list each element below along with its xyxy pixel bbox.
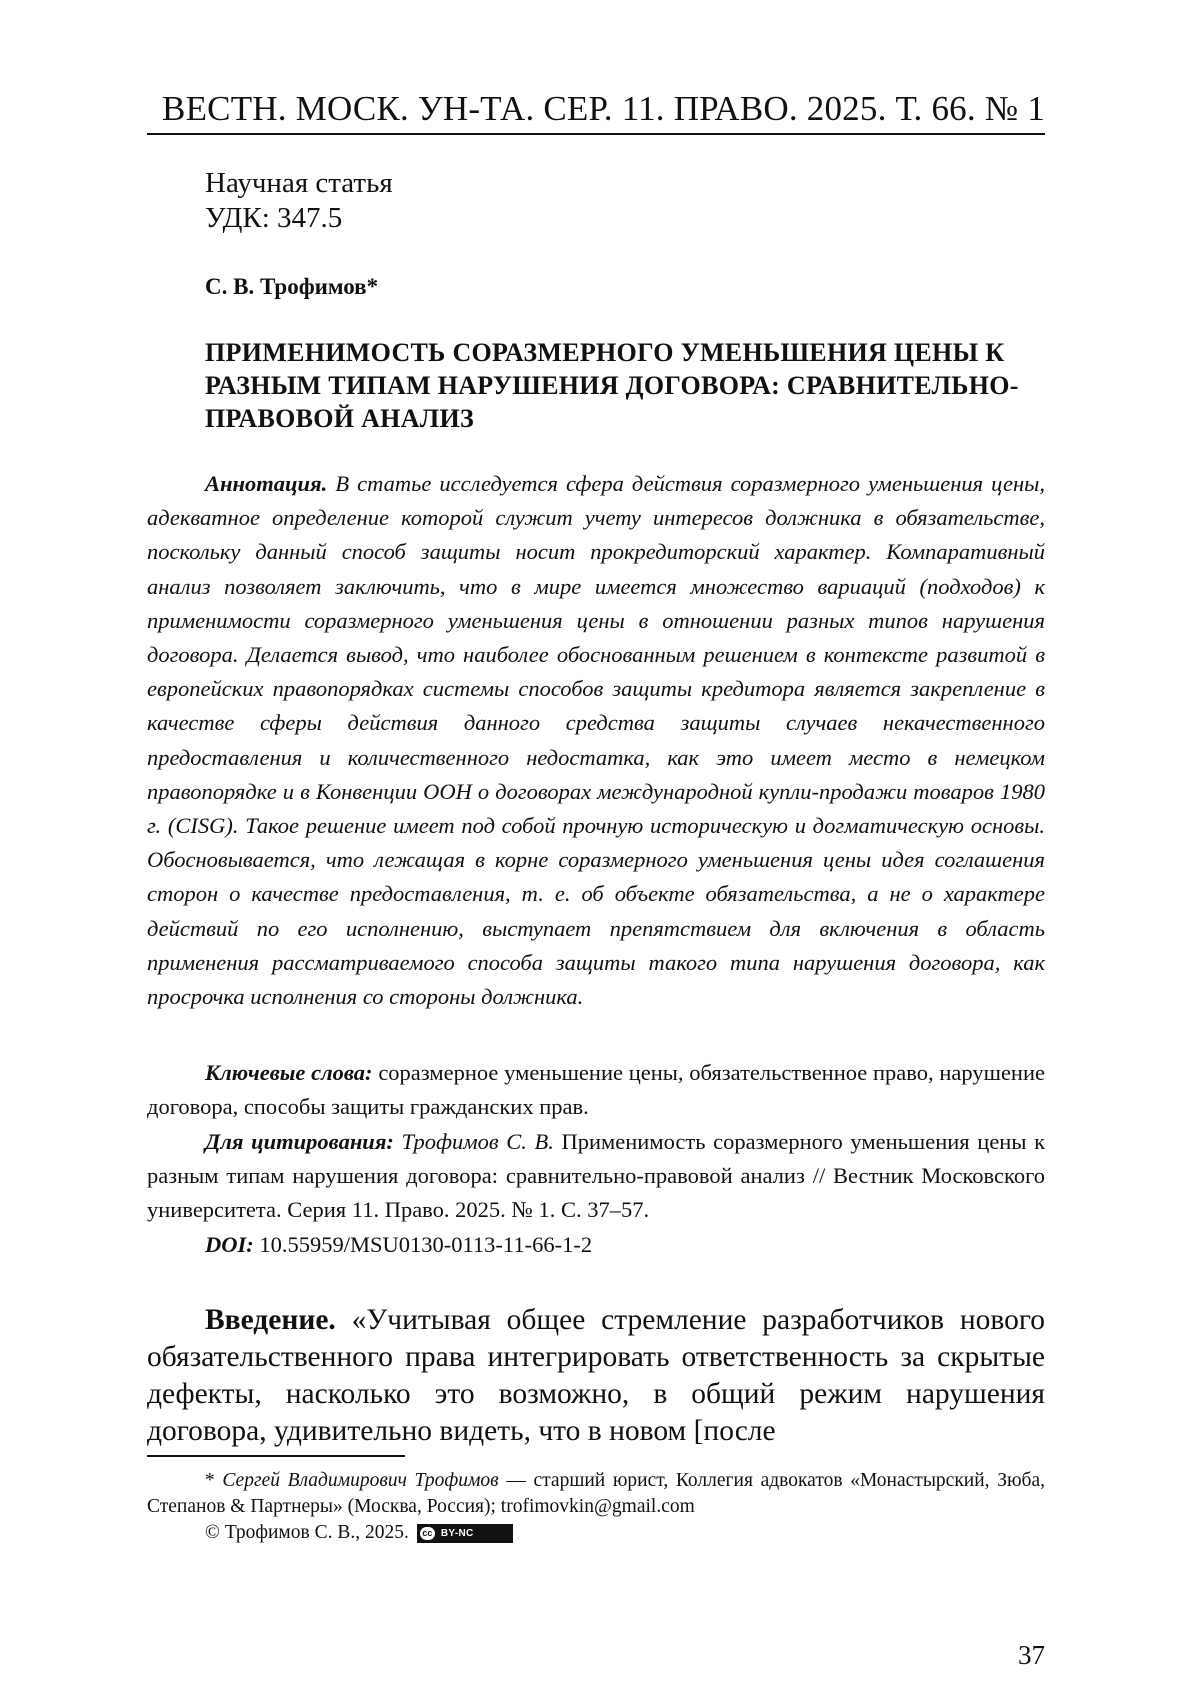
abstract-label: Аннотация. <box>205 471 327 496</box>
license-label: BY-NC <box>439 1521 512 1547</box>
introduction <box>147 1302 1045 1450</box>
article-meta <box>205 166 393 236</box>
cc-license-badge <box>417 1524 513 1543</box>
citation-text: Применимость соразмерного уменьшения цены к разным типам нарушения договора: сравнительно-правовой анализ // Вестник Московского университета. Серия 11. Право. 2025. № 1. С. 37–57. <box>147 1129 1045 1222</box>
journal-page <box>0 0 1200 1703</box>
article-type: Научная статья <box>205 166 393 201</box>
doi-label: DOI: <box>205 1232 254 1257</box>
keywords-text: соразмерное уменьшение цены, обязательственное право, нарушение договора, способы защиты гражданских прав. <box>147 1060 1045 1119</box>
intro-label: Введение. <box>205 1304 336 1336</box>
page-number: 37 <box>1018 1640 1045 1671</box>
keywords-label: Ключевые слова: <box>205 1060 373 1085</box>
running-header: ВЕСТН. МОСК. УН-ТА. СЕР. 11. ПРАВО. 2025. Т. 66. № 1 <box>147 88 1045 130</box>
header-rule <box>147 133 1045 135</box>
copyright <box>205 1520 513 1546</box>
author-footnote <box>147 1468 1045 1520</box>
footnote-marker: * <box>205 1470 215 1491</box>
udc-code: УДК: 347.5 <box>205 201 393 236</box>
doi-value: 10.55959/MSU0130-0113-11-66-1-2 <box>259 1232 592 1257</box>
citation <box>147 1125 1045 1228</box>
keywords <box>147 1056 1045 1124</box>
footnote-author-name: Сергей Владимирович Трофимов <box>222 1470 498 1491</box>
abstract <box>147 467 1045 1014</box>
citation-label: Для цитирования: <box>205 1129 394 1154</box>
article-title: ПРИМЕНИМОСТЬ СОРАЗМЕРНОГО УМЕНЬШЕНИЯ ЦЕНЫ К РАЗНЫМ ТИПАМ НАРУШЕНИЯ ДОГОВОРА: СРАВНИТЕЛЬНО-ПРАВОВОЙ АНАЛИЗ <box>205 336 1025 435</box>
copyright-text: © Трофимов С. В., 2025. <box>205 1522 409 1543</box>
doi <box>147 1228 1045 1262</box>
author-name: С. В. Трофимов* <box>205 274 378 300</box>
intro-text: «Учитывая общее стремление разработчиков нового обязательственного права интегрировать ответственность за скрытые дефекты, насколько это возможно, в общий режим нарушения договора, удивительно видеть, что в новом [после <box>147 1304 1045 1447</box>
footnote-rule <box>147 1455 405 1457</box>
footnote-text: — старший юрист, Коллегия адвокатов «Монастырский, Зюба, Степанов & Партнеры» (Москва, Россия); trofimovkin@gmail.com <box>147 1470 1045 1517</box>
cc-icon: cc <box>420 1527 435 1540</box>
citation-author: Трофимов С. В. <box>402 1129 554 1154</box>
abstract-text: В статье исследуется сфера действия соразмерного уменьшения цены, адекватное определение которой служит учету интересов должника в обязательстве, поскольку данный способ защиты носит прокредиторский характер. Компаративный анализ позволяет заключить, что в мире имеется множество вариаций (подходов) к применимости соразмерного уменьшения цены в отношении разных типов нарушения договора. Делается вывод, что наиболее обоснованным решением в контексте развитой в европейских правопорядках системы способов защиты кредитора является закрепление в качестве сферы действия данного средства защиты случаев некачественного предоставления и количественного недостатка, как это имеет место в немецком правопорядке и в Конвенции ООН о договорах международной купли-продажи товаров 1980 г. (CISG). Такое решение имеет под собой прочную историческую и догматическую основы. Обосновывается, что лежащая в корне соразмерного уменьшения цены идея соглашения сторон о качестве предоставления, т. е. об объекте обязательства, а не о характере действий по его исполнению, выступает препятствием для включения в область применения рассматриваемого способа защиты такого типа нарушения договора, как просрочка исполнения со стороны должника. <box>147 471 1045 1009</box>
